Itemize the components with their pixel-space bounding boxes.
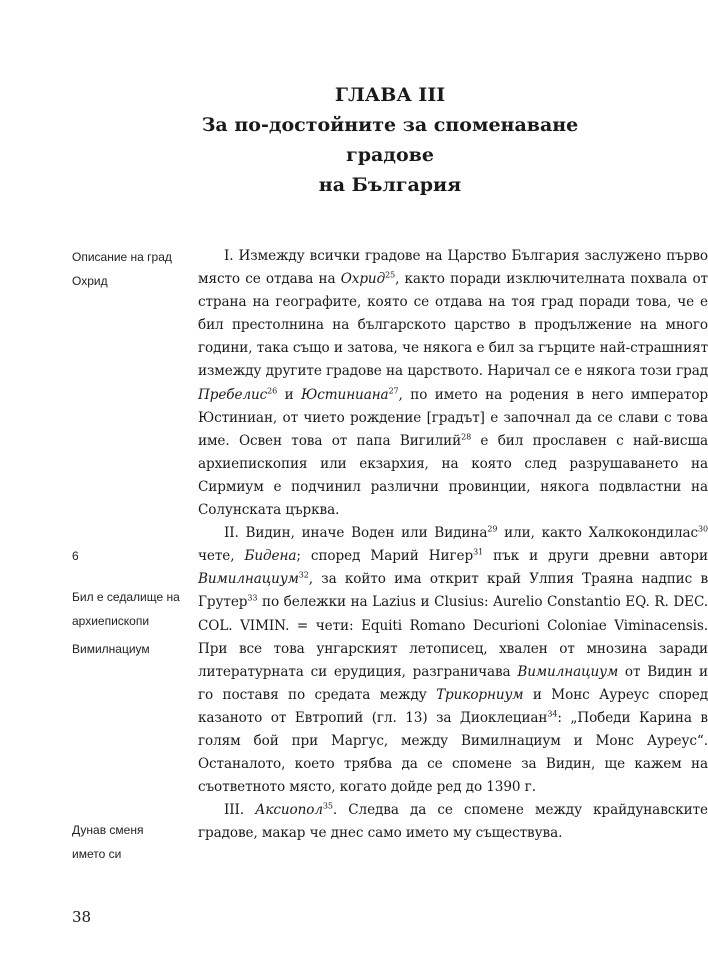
text-run: пък и други древни автори bbox=[483, 548, 708, 565]
margin-note-viminacium: Вимилнациум bbox=[72, 642, 150, 656]
margin-note-danube bbox=[72, 818, 192, 866]
margin-note-archbishops bbox=[72, 585, 192, 633]
italic-term: Вимилнациум bbox=[517, 663, 619, 680]
footnote-ref: 31 bbox=[473, 547, 484, 557]
text-run: или, както Халкокондилас bbox=[497, 525, 699, 542]
text-run: и bbox=[277, 386, 302, 403]
footnote-ref: 26 bbox=[267, 386, 278, 396]
footnote-ref: 33 bbox=[247, 593, 258, 603]
footnote-ref: 25 bbox=[385, 270, 396, 280]
text-run: , за който има открит край Улпия Траяна надпис в Грутер bbox=[198, 571, 708, 611]
margin-note-line: Охрид bbox=[72, 274, 108, 288]
body-text bbox=[198, 245, 708, 845]
text-run: : „Победи Карина в голям бой при Маргус, между Вимилнациум и Монс Ауреус“. Останалото, което трябва да се спомене за Видин, ще кажем на съответното място, когато дойде ред до 1390 г. bbox=[198, 709, 708, 796]
text-run: III. bbox=[224, 802, 256, 819]
margin-note-line: Дунав сменя bbox=[72, 823, 144, 837]
text-run: от Видин и го поставя по средата между bbox=[198, 663, 708, 703]
margin-note-six: 6 bbox=[72, 549, 79, 563]
paragraph-axiopolis bbox=[198, 799, 708, 845]
footnote-ref: 28 bbox=[461, 432, 472, 442]
footnote-ref: 27 bbox=[388, 386, 399, 396]
text-run: чете, bbox=[198, 548, 245, 565]
paragraph-vidin bbox=[198, 522, 708, 799]
footnote-ref: 34 bbox=[547, 709, 558, 719]
text-run: , по името на родения в него император Юстиниан, от чието рождение [градът] е започнал да се слави с това име. Освен това от папа Вигилий bbox=[198, 386, 708, 449]
chapter-heading bbox=[0, 80, 700, 200]
italic-term: Вимилнациум bbox=[198, 571, 299, 588]
footnote-ref: 29 bbox=[487, 524, 498, 534]
paragraph-ohrid bbox=[198, 245, 708, 522]
chapter-number: ГЛАВА III bbox=[334, 84, 446, 106]
chapter-title-line-3: на България bbox=[318, 174, 462, 196]
text-run: по бележки на Lazius и Clusius: Aurelio Constantio EQ. R. DEC. COL. VIMIN. = чети: Equiti Romano Decurioni Coloniae Viminacensis. При все това унгарският летописец, хвален от мнозина заради литературната си ерудиция, разграничава bbox=[198, 594, 708, 680]
margin-note-ohrid bbox=[72, 245, 192, 293]
footnote-ref: 30 bbox=[698, 524, 708, 534]
text-run: I. Измежду всички градове на Царство България заслужено първо място се отдава на bbox=[198, 248, 708, 288]
text-run: ; според Марий Нигер bbox=[296, 548, 474, 565]
chapter-title-line-2: градове bbox=[346, 144, 434, 166]
margin-note-line: Описание на град bbox=[72, 250, 172, 264]
page-number: 38 bbox=[72, 908, 92, 926]
margin-note-line: архиепископи bbox=[72, 614, 150, 628]
italic-term: Бидена bbox=[244, 548, 297, 565]
chapter-title-line-1: За по-достойните за споменаване bbox=[201, 114, 579, 136]
footnote-ref: 32 bbox=[298, 570, 309, 580]
margin-note-line: Бил е седалище на bbox=[72, 590, 180, 604]
text-run: , както поради изключителната похвала от страна на географите, която се отдава на тоя град поради това, че е бил престолнина на българското царство в продължение на много години, така също и затова, че някога е бил за гърците най-страшният измежду другите градове на царството. Наричал се е някога този град bbox=[198, 271, 708, 380]
text-run: и Монс Ауреус според казаното от Евтропий (гл. 13) за Диоклециан bbox=[198, 686, 708, 726]
footnote-ref: 35 bbox=[322, 801, 333, 811]
text-run: . Следва да се спомене между крайдунавските градове, макар че днес само името му съществува. bbox=[198, 802, 708, 842]
italic-term: Охрид bbox=[340, 271, 386, 288]
italic-term: Аксиопол bbox=[255, 802, 323, 819]
italic-term: Юстиниана bbox=[301, 386, 389, 403]
text-run: II. Видин, иначе Воден или Видина bbox=[224, 525, 488, 542]
margin-note-line: името си bbox=[72, 847, 122, 861]
italic-term: Пребелис bbox=[198, 386, 268, 403]
italic-term: Трикорниум bbox=[436, 686, 524, 703]
text-run: е бил прославен с най-висша архиепископия или екзархия, на която след разрушаването на Сирмиум е подчинил различни провинции, някога подвластни на Солунската църква. bbox=[198, 432, 708, 519]
